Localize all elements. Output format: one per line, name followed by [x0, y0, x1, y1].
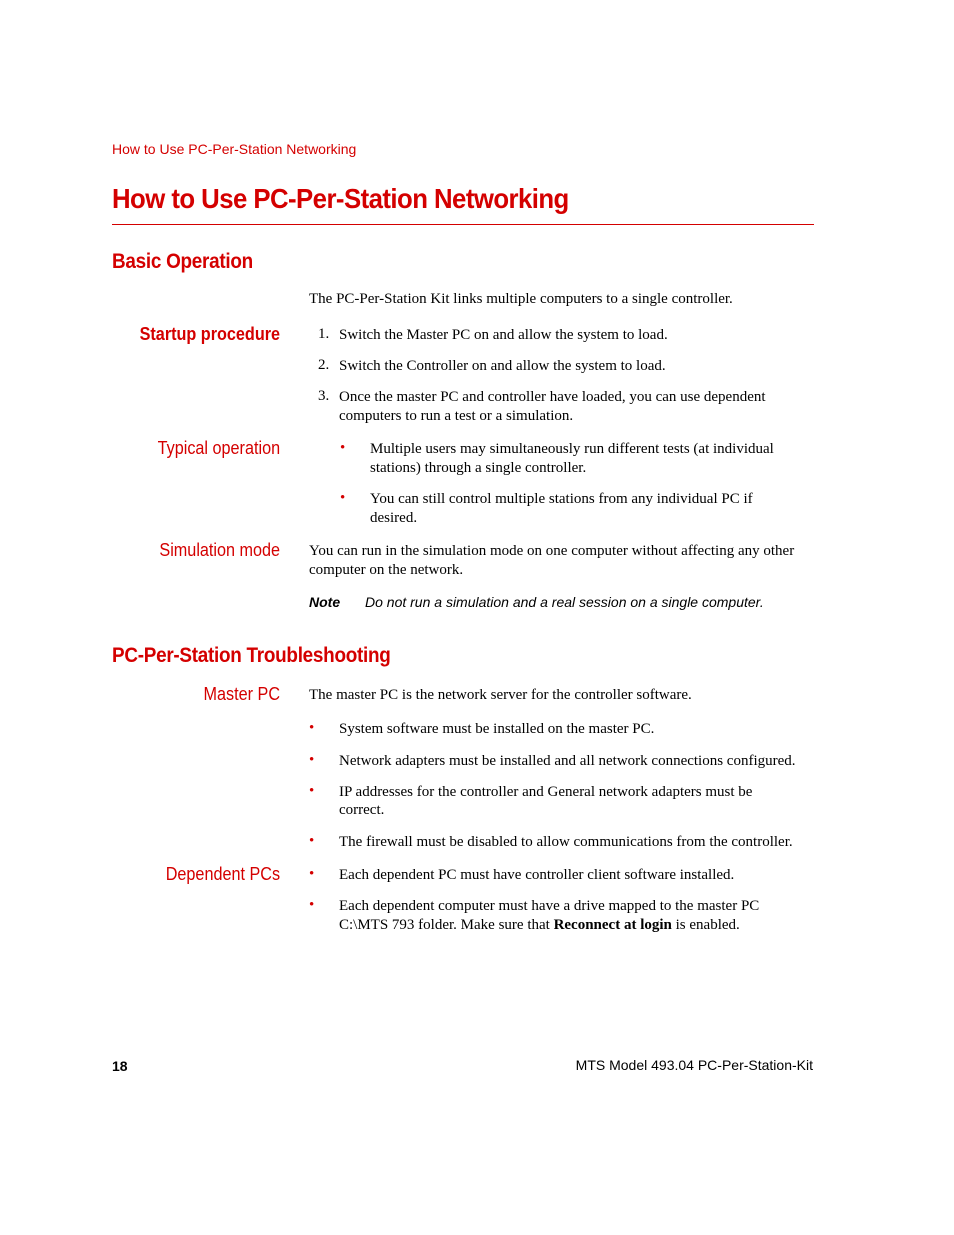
- bullet-icon: •: [340, 440, 346, 456]
- bullet-icon: •: [309, 783, 315, 799]
- simulation-text-line2: computer on the network.: [309, 562, 464, 578]
- bullet-text-line1: IP addresses for the controller and General network adapters must be: [339, 784, 753, 800]
- bullet-text-line1: Each dependent computer must have a drive mapped to the master PC: [339, 898, 760, 914]
- step-text: Switch the Master PC on and allow the system to load.: [339, 327, 668, 343]
- page-number: 18: [112, 1058, 128, 1074]
- label-startup-procedure: Startup procedure: [139, 324, 280, 344]
- step-text-line2: computers to run a test or a simulation.: [339, 408, 574, 424]
- bullet-icon: •: [309, 833, 315, 849]
- bullet-text-line1: Multiple users may simultaneously run different tests (at individual: [370, 441, 774, 457]
- bullet-text-line1: You can still control multiple stations from any individual PC if: [370, 491, 753, 507]
- step-text-line1: Once the master PC and controller have loaded, you can use dependent: [339, 389, 766, 405]
- step-number: 2.: [318, 357, 330, 373]
- bullet-icon: •: [309, 866, 315, 882]
- bullet-icon: •: [309, 897, 315, 913]
- step-number: 1.: [318, 326, 330, 342]
- chapter-title: How to Use PC-Per-Station Networking: [112, 183, 569, 214]
- bullet-text-line2: desired.: [370, 510, 418, 526]
- section-title-basic-operation: Basic Operation: [112, 250, 253, 273]
- label-typical-operation: Typical operation: [157, 438, 280, 458]
- bullet-text-line2: stations) through a single controller.: [370, 460, 587, 476]
- footer-doc-title: MTS Model 493.04 PC-Per-Station-Kit: [575, 1057, 813, 1073]
- running-head: How to Use PC-Per-Station Networking: [112, 141, 357, 157]
- step-text: Switch the Controller on and allow the system to load.: [339, 358, 666, 374]
- bullet-icon: •: [340, 490, 346, 506]
- master-pc-intro: The master PC is the network server for the controller software.: [309, 687, 692, 703]
- label-dependent-pcs: Dependent PCs: [165, 864, 280, 884]
- label-master-pc: Master PC: [203, 684, 280, 704]
- bullet-text-line1: Network adapters must be installed and all network connections configured.: [339, 753, 796, 769]
- bullet-text-line2-bold: Reconnect at login: [553, 917, 672, 933]
- bullet-text-line1: System software must be installed on the master PC.: [339, 721, 655, 737]
- bullet-text-line1: Each dependent PC must have controller client software installed.: [339, 867, 735, 883]
- bullet-icon: •: [309, 720, 315, 736]
- bullet-icon: •: [309, 752, 315, 768]
- bullet-text-line2: [339, 916, 740, 935]
- basic-operation-intro: The PC-Per-Station Kit links multiple computers to a single controller.: [309, 291, 733, 307]
- bullet-text-line2: correct.: [339, 802, 385, 818]
- bullet-text-line2-pre: C:\MTS 793 folder. Make sure that: [339, 917, 554, 933]
- step-number: 3.: [318, 388, 330, 404]
- simulation-text-line1: You can run in the simulation mode on one computer without affecting any other: [309, 543, 795, 559]
- label-simulation-mode: Simulation mode: [159, 540, 280, 560]
- section-title-troubleshooting: PC-Per-Station Troubleshooting: [112, 644, 391, 667]
- bullet-text-line1: The firewall must be disabled to allow communications from the controller.: [339, 834, 793, 850]
- note-label: Note: [309, 594, 341, 610]
- bullet-text-line2-post: is enabled.: [671, 917, 740, 933]
- note-text: Do not run a simulation and a real session on a single computer.: [365, 594, 764, 610]
- title-rule: [112, 224, 814, 225]
